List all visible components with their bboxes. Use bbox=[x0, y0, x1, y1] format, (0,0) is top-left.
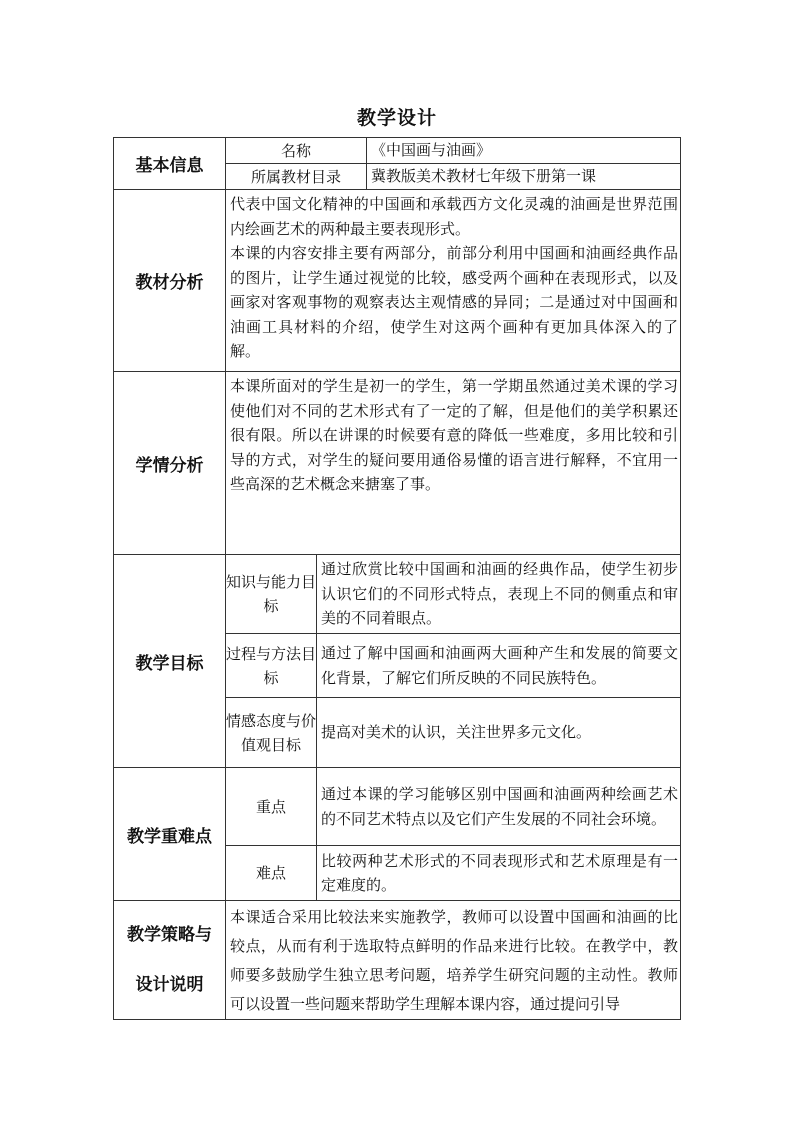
goal-label: 情感态度与价值观目标 bbox=[226, 698, 317, 768]
key-point-label: 难点 bbox=[226, 846, 317, 901]
strategy-row bbox=[114, 901, 681, 1020]
basic-info-row-name bbox=[114, 138, 681, 164]
strategy-content: 本课适合采用比较法来实施教学，教师可以设置中国画和油画的比较点，从而有利于选取特点鲜明的作品来进行比较。在教学中，教师要多鼓励学生独立思考问题，培养学生研究问题的主动性。教师可以设置一些问题来帮助学生理解本课内容，通过提问引导 bbox=[226, 901, 681, 1020]
key-point-text: 比较两种艺术形式的不同表现形式和艺术原理是有一定难度的。 bbox=[317, 846, 681, 901]
key-point-row bbox=[114, 768, 681, 846]
goal-text: 通过欣赏比较中国画和油画的经典作品，使学生初步认识它们的不同形式特点，表现上不同的侧重点和审美的不同着眼点。 bbox=[317, 555, 681, 634]
strategy-header bbox=[114, 901, 226, 1020]
student-analysis-row bbox=[114, 372, 681, 555]
goal-text: 通过了解中国画和油画两大画种产生和发展的简要文化背景，了解它们所反映的不同民族特色。 bbox=[317, 634, 681, 698]
material-analysis-header: 教材分析 bbox=[114, 190, 226, 372]
key-point-label: 重点 bbox=[226, 768, 317, 846]
student-analysis-content: 本课所面对的学生是初一的学生，第一学期虽然通过美术课的学习使他们对不同的艺术形式有了一定的了解，但是他们的美学积累还很有限。所以在讲课的时候要有意的降低一些难度，多用比较和引导的方式，对学生的疑问要用通俗易懂的语言进行解释，不宜用一些高深的艺术概念来搪塞了事。 bbox=[226, 372, 681, 555]
goal-label: 知识与能力目标 bbox=[226, 555, 317, 634]
textbook-label: 所属教材目录 bbox=[226, 164, 367, 190]
goal-text: 提高对美术的认识，关注世界多元文化。 bbox=[317, 698, 681, 768]
material-analysis-row bbox=[114, 190, 681, 372]
student-analysis-header: 学情分析 bbox=[114, 372, 226, 555]
key-point-text: 通过本课的学习能够区别中国画和油画两种绘画艺术的不同艺术特点以及它们产生发展的不同社会环境。 bbox=[317, 768, 681, 846]
lesson-design-table bbox=[113, 137, 681, 1020]
textbook-value: 冀教版美术教材七年级下册第一课 bbox=[367, 164, 681, 190]
page-title: 教学设计 bbox=[356, 107, 437, 129]
strategy-header-line: 教学策略与 bbox=[127, 925, 212, 945]
name-value: 《中国画与油画》 bbox=[367, 138, 681, 164]
goal-row bbox=[114, 555, 681, 634]
strategy-header-line: 设计说明 bbox=[135, 975, 204, 995]
basic-info-header: 基本信息 bbox=[114, 138, 226, 190]
material-analysis-paragraph: 本课的内容安排主要有两部分，前部分利用中国画和油画经典作品的图片，让学生通过视觉的比较，感受两个画种在表现形式，以及画家对客观事物的观察表达主观情感的异同；二是通过对中国画和油画工具材料的介绍，使学生对这两个画种有更加具体深入的了解。 bbox=[230, 244, 679, 360]
material-analysis-content bbox=[226, 190, 681, 372]
name-label: 名称 bbox=[226, 138, 367, 164]
goal-label: 过程与方法目标 bbox=[226, 634, 317, 698]
teaching-goals-header: 教学目标 bbox=[114, 555, 226, 768]
material-analysis-paragraph: 代表中国文化精神的中国画和承载西方文化灵魂的油画是世界范围内绘画艺术的两种最主要表现形式。 bbox=[230, 195, 679, 238]
key-points-header: 教学重难点 bbox=[114, 768, 226, 901]
